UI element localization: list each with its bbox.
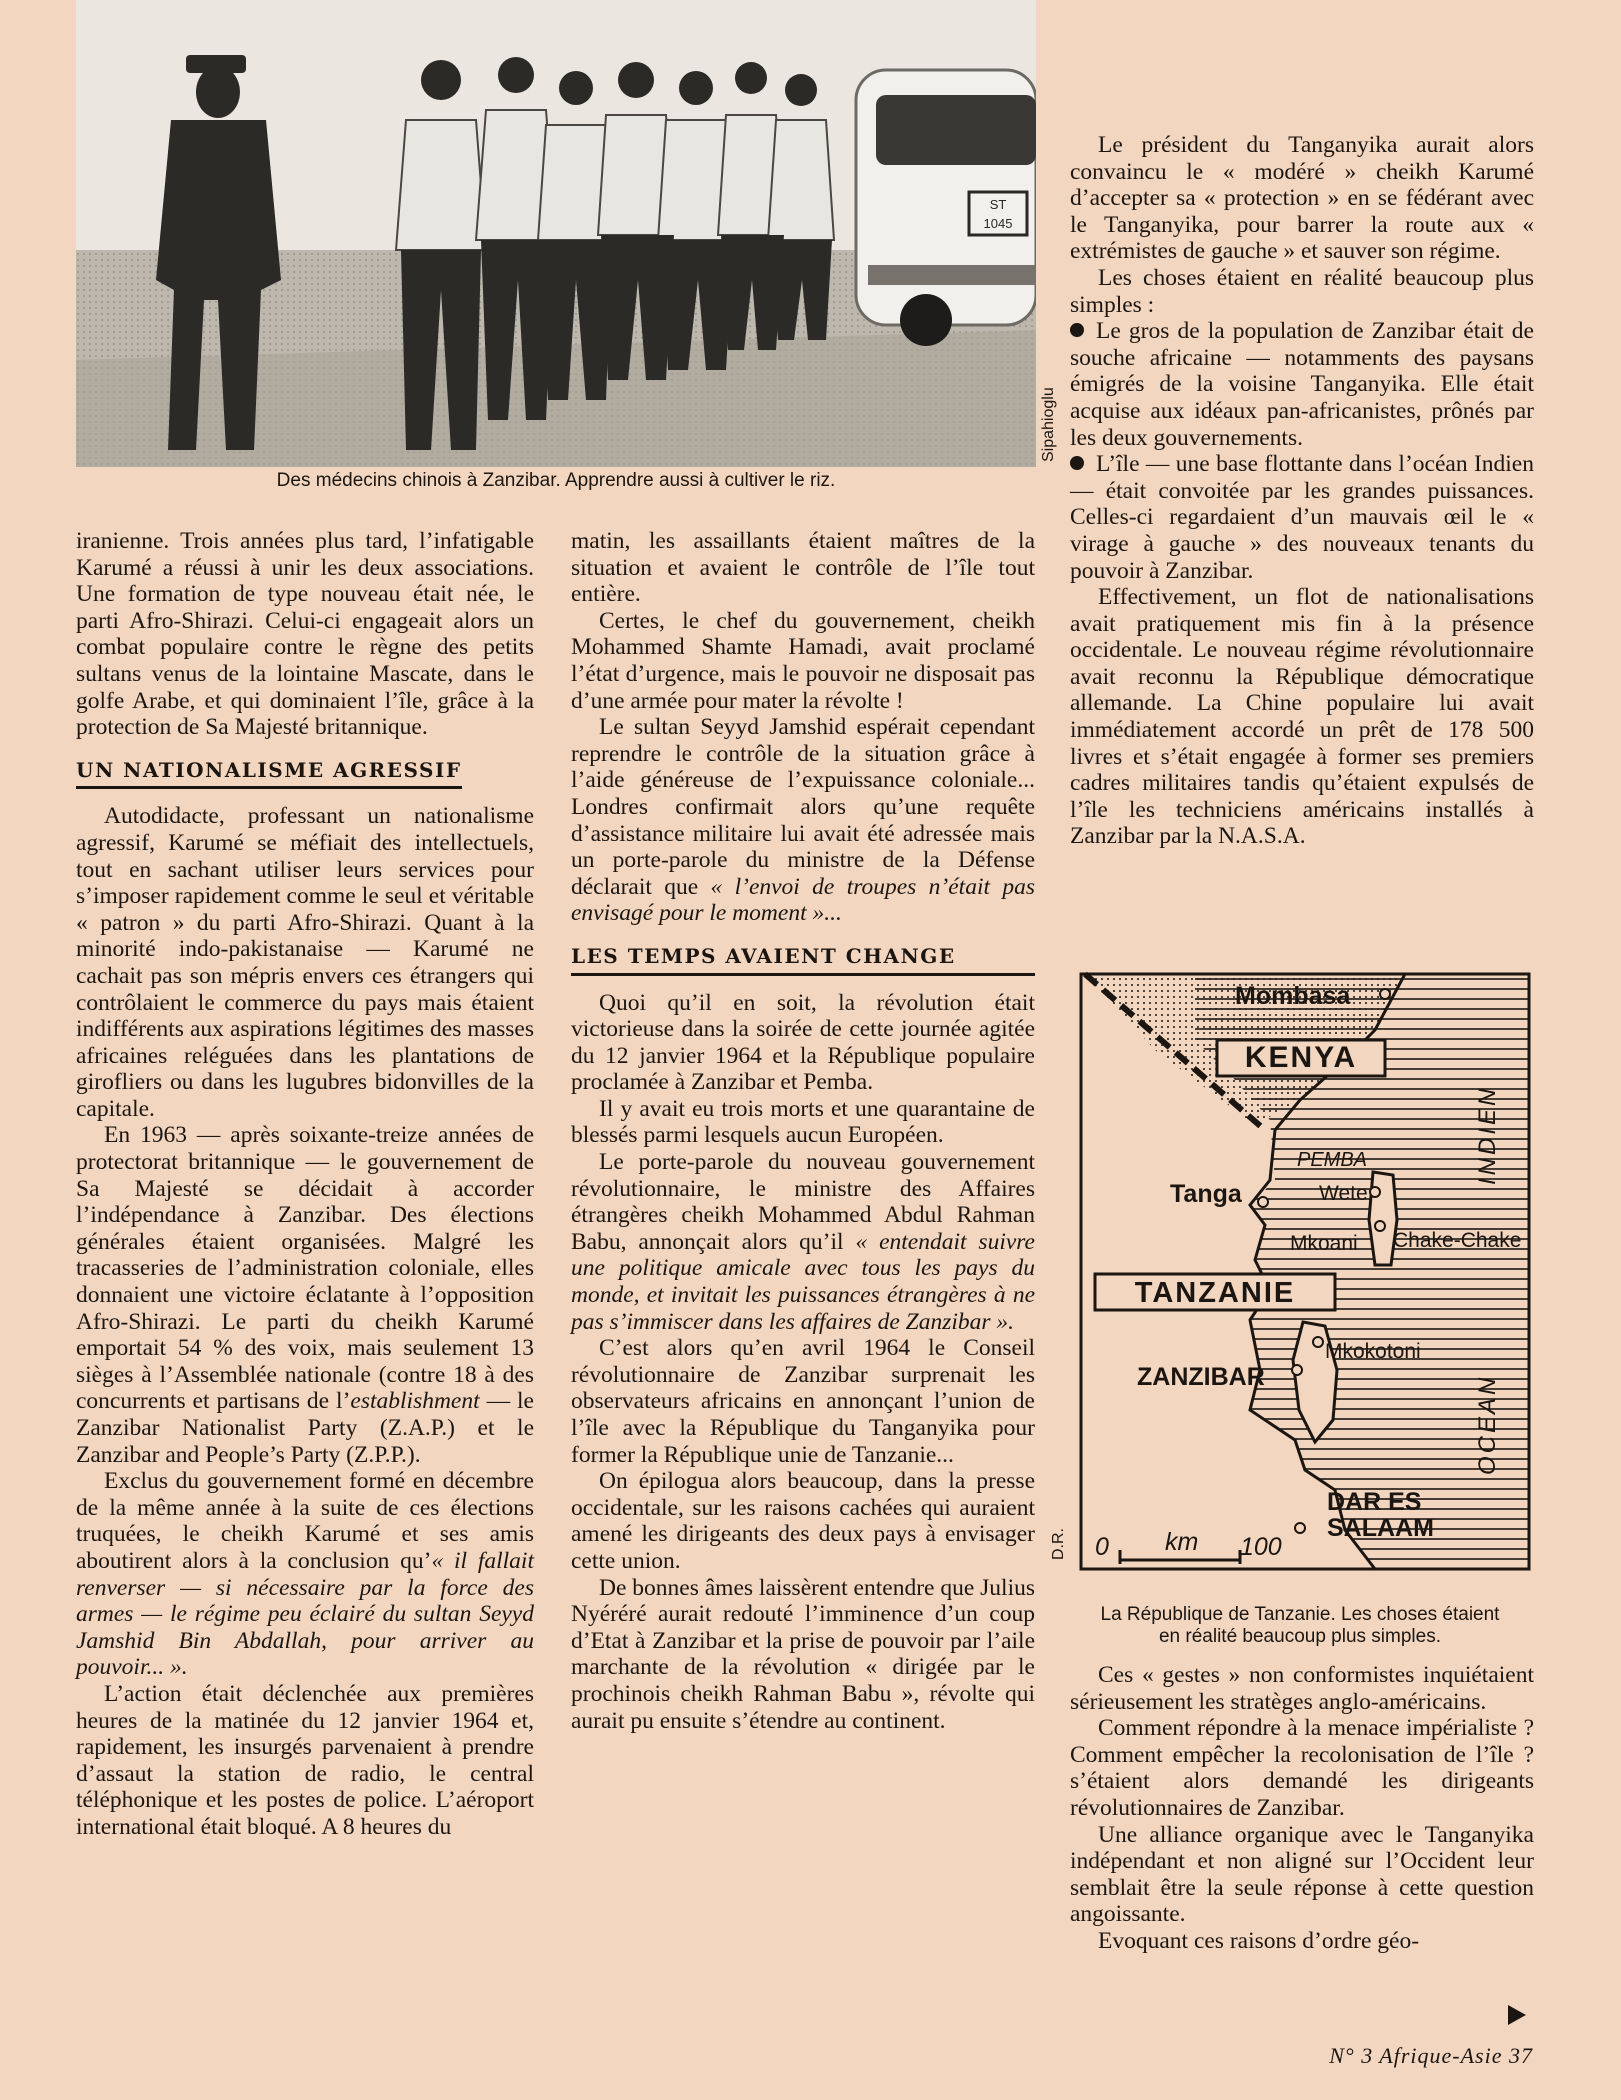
photo-caption: Des médecins chinois à Zanzibar. Apprendre aussi à cultiver le riz. — [276, 470, 836, 491]
col2-paragraph — [571, 714, 1035, 927]
italic-run: « l’envoi de troupes n’était pas envisagé pour le moment »... — [571, 873, 1035, 927]
col2-paragraph: Il y avait eu trois morts et une quarantaine de blessés parmi lesquels aucun Européen. — [571, 1095, 1035, 1149]
column-2 — [571, 528, 1035, 1734]
map-label-kenya: KENYA — [1244, 1041, 1358, 1074]
photo-chinese-doctors — [76, 0, 1036, 467]
bullet-icon — [1070, 323, 1084, 337]
col3-paragraph: Les choses étaient en réalité beaucoup plus simples : — [1070, 264, 1534, 318]
col3-paragraph: Ces « gestes » non conformistes inquiétaient sérieusement les stratèges anglo-américains. — [1070, 1662, 1534, 1715]
section-heading: UN NATIONALISME AGRESSIF — [76, 757, 462, 790]
map-caption-line: en réalité beaucoup plus simples. — [1158, 1626, 1441, 1647]
italic-run: « il fallait renverser — si nécessaire par la force des armes — le régime peu éclairé du sultan Seyyd Jamshid Bin Abdallah, pour arriver au pouvoir... ». — [76, 1547, 534, 1681]
plate-bottom: 1045 — [983, 216, 1013, 231]
col1-paragraph — [76, 1468, 534, 1681]
photo-credit: Sipahioglu — [1040, 387, 1057, 462]
col2-paragraph: matin, les assaillants étaient maîtres de la situation et avaient le contrôle de l’île tout entière. — [571, 528, 1035, 608]
map-scale-zero: 0 — [1095, 1533, 1109, 1561]
col3-paragraph: Comment répondre à la menace impérialiste ? Comment empêcher la recolonisation de l’île ? s’étaient alors demandé les dirigeants révolutionnaires de Zanzibar. — [1070, 1715, 1534, 1821]
col2-paragraph: C’est alors qu’en avril 1964 le Conseil révolutionnaire de Zanzibar surprenait les observateurs africains en annonçant l’union de l’île avec la République du Tanganyika pour former la République unie de Tanzanie... — [571, 1335, 1035, 1468]
text-run: Le porte-parole du nouveau gouvernement révolutionnaire, le ministre des Affaires étrangères cheikh Mohammed Abdul Rahman Babu, annonçait alors qu’il — [571, 1149, 1035, 1255]
map-label-zanzibar: ZANZIBAR — [1137, 1363, 1265, 1391]
map-caption — [1065, 1604, 1535, 1648]
col3-paragraph: Une alliance organique avec le Tanganyika indépendant et non aligné sur l’Occident leur semblait être la seule réponse à cette question angoissante. — [1070, 1821, 1534, 1928]
column-1 — [76, 528, 534, 1841]
col3-bullet — [1070, 318, 1534, 451]
col2-paragraph: On épilogua alors beaucoup, dans la presse occidentale, sur les raisons cachées qui auraient amené les dirigeants des deux pays à envisager cette union. — [571, 1468, 1035, 1574]
col1-paragraph: L’action était déclenchée aux premières heures de la matinée du 12 janvier 1964 et, rapidement, les insurgés parvenaient à prendre d’assaut la station de radio, le central téléphonique et les postes de police. L’aéroport international était bloqué. A 8 heures du — [76, 1680, 534, 1840]
map-tanzania — [1075, 970, 1535, 1598]
map-graphic — [1075, 970, 1535, 1598]
map-label-dar2: SALAAM — [1327, 1514, 1434, 1542]
text-run: L’île — une base flottante dans l’océan Indien — était convoitée par les grandes puissances. Celles-ci regardaient d’un mauvais œil le « virage à gauche » des nouveaux tenants du pouvoir à Zanzibar. — [1070, 451, 1534, 584]
map-scale-hundred: 100 — [1240, 1533, 1282, 1561]
page-folio: N° 3 Afrique-Asie 37 — [1329, 2043, 1533, 2068]
col2-paragraph: De bonnes âmes laissèrent entendre que Julius Nyéréré aurait redouté l’imminence d’un coup d’Etat à Zanzibar et la prise de pouvoir par l’aile marchante de la révolution « dirigée par le prochinois cheikh Rahman Babu », révolte qui aurait pu ensuite s’étendre au continent. — [571, 1574, 1035, 1734]
text-run: Le gros de la population de Zanzibar était de souche africaine — notamments des paysans émigrés de la voisine Tanganyika. Elle était acquise aux idéaux pan-africanistes, prônés par les deux gouvernements. — [1070, 318, 1534, 451]
text-run: — le Zanzibar Nationalist Party (Z.A.P.) et le Zanzibar and People’s Party (Z.P.P.). — [76, 1388, 534, 1468]
text-run: Le sultan Seyyd Jamshid espérait cependant reprendre le contrôle de la situation grâce à l’aide généreuse de l’expuissance coloniale... Londres confirmait alors qu’une requête d’assistance militaire lui avait été adressée mais un porte-parole du ministre de la Défense déclarait que — [571, 714, 1035, 900]
col2-paragraph — [571, 1149, 1035, 1335]
col2-paragraph: Quoi qu’il en soit, la révolution était victorieuse dans la soirée de cette journée agitée du 12 janvier 1964 et la République populaire proclamée à Zanzibar et Pemba. — [571, 989, 1035, 1096]
column-3-upper — [1070, 132, 1534, 850]
text-run: En 1963 — après soixante-treize années de protectorat britannique — le gouvernement de Sa Majesté se décidait à accorder l’indépendance à Zanzibar. Des élections générales étaient organisées. Malgré les tracasseries de l’administration coloniale, elles donnaient une victoire éclatante à l’opposition Afro-Shirazi. Le parti du cheikh Karumé emportait 54 % des voix, mais seulement 13 sièges à l’Assemblée nationale (contre 18 à des concurrents et partisans de l’ — [76, 1122, 534, 1415]
col3-paragraph: Effectivement, un flot de nationalisations avait pratiquement mis fin à la présence occidentale. Le nouveau régime révolutionnaire avait reconnu la République démocratique allemande. La Chine populaire lui avait immédiatement accordé un prêt de 178 500 livres et s’était engagée à former ses premiers cadres militaires tandis qu’étaient expulsés de l’île les techniciens américains installés à Zanzibar par la N.A.S.A. — [1070, 584, 1534, 850]
map-label-chake: Chake-Chake — [1393, 1229, 1522, 1252]
map-label-indien: INDIEN — [1474, 1085, 1501, 1185]
map-label-pemba: PEMBA — [1297, 1149, 1368, 1171]
map-label-mkoani: Mkoani — [1290, 1232, 1358, 1255]
map-scale-unit: km — [1165, 1528, 1199, 1556]
map-label-tanzanie: TANZANIE — [1134, 1277, 1296, 1309]
column-3-lower — [1070, 1662, 1534, 1955]
map-label-mombasa: Mombasa — [1235, 982, 1351, 1010]
map-credit: D.R. — [1050, 1528, 1067, 1560]
col3-bullet — [1070, 451, 1534, 584]
map-label-tanga: Tanga — [1170, 1180, 1242, 1208]
col3-paragraph: Evoquant ces raisons d’ordre géo- — [1098, 1927, 1420, 1954]
col1-paragraph — [76, 1122, 534, 1468]
section-heading: LES TEMPS AVAIENT CHANGE — [571, 943, 1035, 976]
italic-run: « entendait suivre une politique amicale avec tous les pays du monde, et invitait les puissances étrangères à ne pas s’immiscer dans les affaires de Zanzibar ». — [571, 1228, 1035, 1335]
col1-paragraph: Autodidacte, professant un nationalisme agressif, Karumé se méfiait des intellectuels, tout en sachant utiliser leurs services pour s’imposer rapidement comme le seul et véritable « patron » du parti Afro-Shirazi. Quant à la minorité indo-pakistanaise — Karumé ne cachait pas son mépris envers ces étrangers qui contrôlaient le commerce du pays mais étaient indifférents aux aspirations légitimes des masses africaines reléguées dans les plantations de girofliers ou dans les lugubres bidonvilles de la capitale. — [76, 803, 534, 1122]
col3-paragraph: Le président du Tanganyika aurait alors convaincu le « modéré » cheikh Karumé d’accepter sa « protection » en se fédérant avec le Tanganyika, pour barrer la route aux « extrémistes de gauche » et sauver son régime. — [1070, 132, 1534, 265]
plate-top: ST — [989, 197, 1007, 212]
italic-run: establishment — [350, 1388, 480, 1415]
col1-paragraph: iranienne. Trois années plus tard, l’infatigable Karumé a réussi à unir les deux associations. Une formation de type nouveau était née, le parti Afro-Shirazi. Celui-ci engageait alors un combat populaire contre le règne des petits sultans venus de la lointaine Mascate, dans le golfe Arabe, et qui dominaient l’île, grâce à la protection de Sa Majesté britannique. — [76, 528, 534, 741]
text-run: Exclus du gouvernement formé en décembre de la même année à la suite de ces élections truquées, le cheikh Karumé et ses amis aboutirent alors à la conclusion qu’ — [76, 1468, 534, 1574]
map-label-wete: Wete — [1319, 1182, 1368, 1205]
col2-paragraph: Certes, le chef du gouvernement, cheikh Mohammed Shamte Hamadi, avait proclamé l’état d’urgence, mais le pouvoir ne disposait pas d’une armée pour mater la révolte ! — [571, 607, 1035, 714]
photo-illustration — [76, 0, 1036, 467]
map-label-dar1: DAR ES — [1327, 1488, 1422, 1516]
map-caption-line: La République de Tanzanie. Les choses étaient — [1100, 1604, 1500, 1625]
bullet-icon — [1070, 456, 1084, 470]
map-label-ocean: OCEAN — [1474, 1374, 1501, 1475]
map-label-mkokotoni: Mkokotoni — [1325, 1340, 1421, 1363]
continue-arrow-icon — [1508, 2005, 1526, 2025]
